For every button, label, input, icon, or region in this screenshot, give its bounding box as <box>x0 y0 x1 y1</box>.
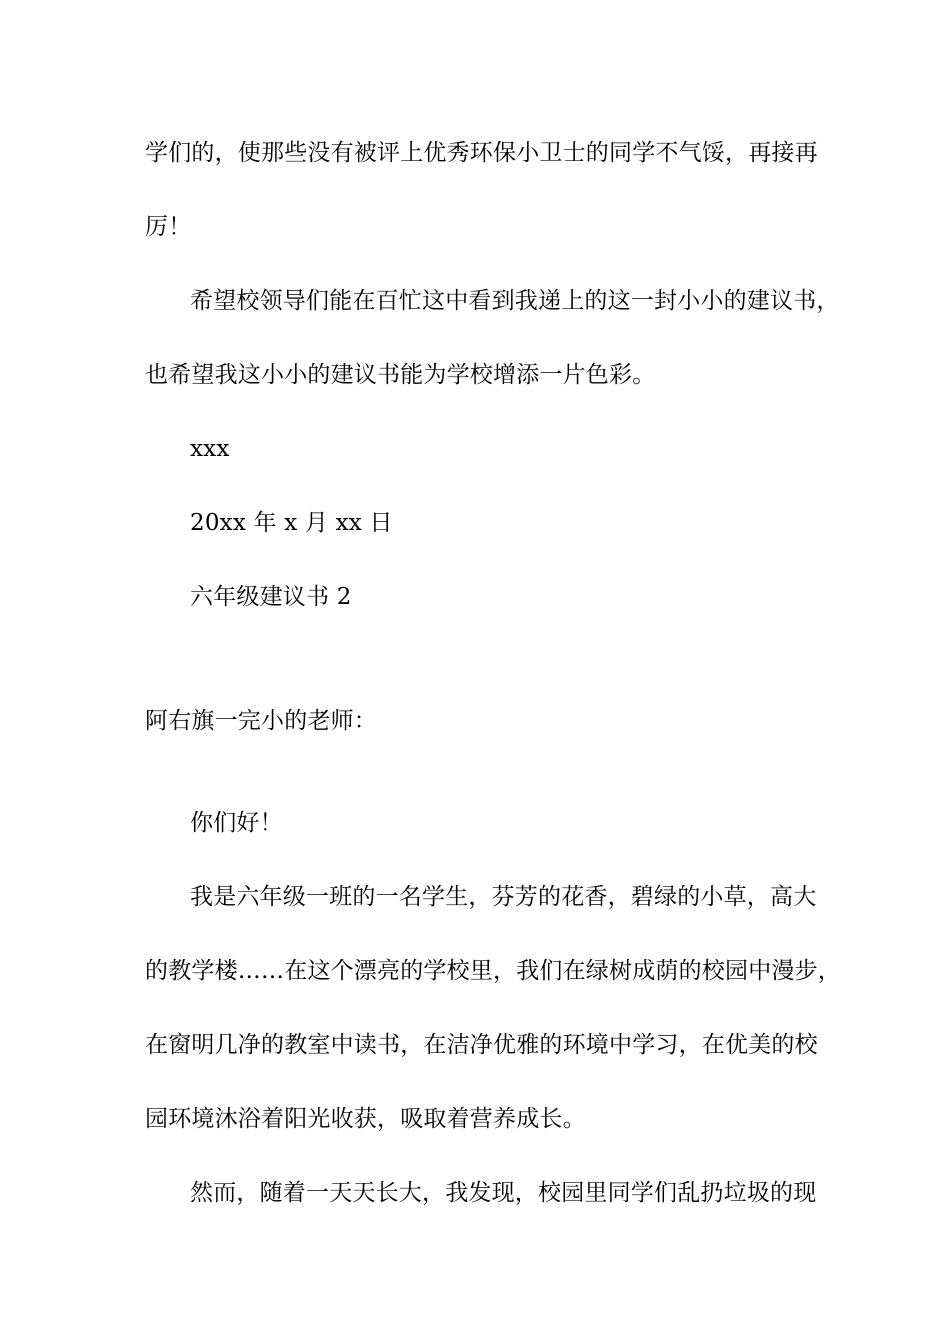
paragraph-line-4: 也希望我这小小的建议书能为学校增添一片色彩。 <box>145 362 656 388</box>
signature-date: 20xx 年 x 月 xx 日 <box>190 510 393 536</box>
signature-name: xxx <box>190 436 230 462</box>
greeting: 你们好！ <box>190 810 283 836</box>
paragraph-line-8: 园环境沐浴着阳光收获，吸取着营养成长。 <box>145 1106 586 1132</box>
paragraph-line-7: 在窗明几净的教室中读书，在洁净优雅的环境中学习，在优美的校 <box>145 1032 818 1058</box>
paragraph-line-3: 希望校领导们能在百忙这中看到我递上的这一封小小的建议书， <box>190 288 840 314</box>
paragraph-line-5: 我是六年级一班的一名学生，芬芳的花香，碧绿的小草，高大 <box>190 884 817 910</box>
section-title: 六年级建议书 2 <box>190 584 352 610</box>
paragraph-line-9: 然而，随着一天天长大，我发现，校园里同学们乱扔垃圾的现 <box>190 1180 817 1206</box>
paragraph-line-6: 的教学楼……在这个漂亮的学校里，我们在绿树成荫的校园中漫步， <box>145 958 841 984</box>
paragraph-line-2: 厉！ <box>145 214 192 240</box>
paragraph-line-1: 学们的，使那些没有被评上优秀环保小卫士的同学不气馁，再接再 <box>145 140 818 166</box>
salutation: 阿右旗一完小的老师： <box>145 708 377 734</box>
